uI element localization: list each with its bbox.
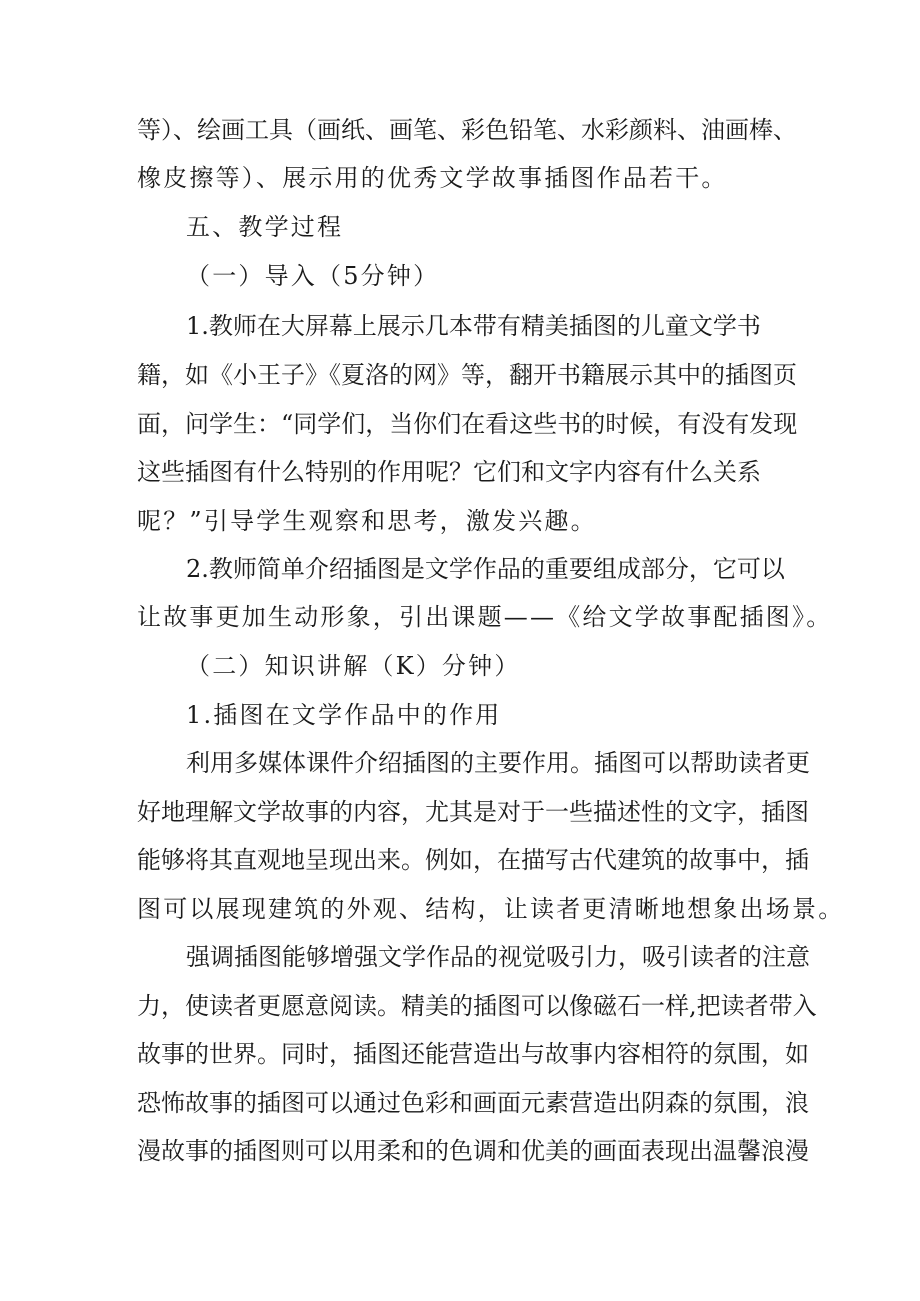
text-line-14: 利用多媒体课件介绍插图的主要作用。插图可以帮助读者更 xyxy=(186,749,810,777)
text-line-9: 呢？”引导学生观察和思考，激发兴趣。 xyxy=(137,507,597,535)
text-line-7: 面，问学生：“同学们，当你们在看这些书的时候，有没有发现 xyxy=(137,410,798,438)
topic-heading: 1.插图在文学作品中的作用 xyxy=(186,701,502,729)
text-line-16: 能够将其直观地呈现出来。例如，在描写古代建筑的故事中，插 xyxy=(137,846,809,874)
text-line-17: 图可以展现建筑的外观、结构，让读者更清晰地想象出场景。 xyxy=(137,895,845,923)
text-line-10: 2.教师简单介绍插图是文学作品的重要组成部分，它可以 xyxy=(186,555,785,583)
text-line-18: 强调插图能够增强文学作品的视觉吸引力，吸引读者的注意 xyxy=(186,943,810,971)
subsection-heading-knowledge: （二）知识讲解（K）分钟） xyxy=(186,652,521,680)
text-line-19: 力，使读者更愿意阅读。精美的插图可以像磁石一样,把读者带入 xyxy=(137,992,817,1020)
text-line-15: 好地理解文学故事的内容，尤其是对于一些描述性的文字，插图 xyxy=(137,798,809,826)
section-heading: 五、教学过程 xyxy=(186,213,344,241)
text-line-20: 故事的世界。同时，插图还能营造出与故事内容相符的氛围，如 xyxy=(137,1040,809,1068)
subsection-heading-intro: （一）导入（5分钟） xyxy=(186,262,440,290)
text-line-8: 这些插图有什么特别的作用呢？它们和文字内容有什么关系 xyxy=(137,458,761,486)
text-line-2: 橡皮擦等）、展示用的优秀文学故事插图作品若干。 xyxy=(137,164,728,192)
text-line-22: 漫故事的插图则可以用柔和的色调和优美的画面表现出温馨浪漫 xyxy=(137,1137,809,1165)
text-line-5: 1.教师在大屏幕上展示几本带有精美插图的儿童文学书 xyxy=(186,312,761,340)
text-line-21: 恐怖故事的插图可以通过色彩和画面元素营造出阴森的氛围，浪 xyxy=(137,1089,809,1117)
text-line-1: 等）、绘画工具（画纸、画笔、彩色铅笔、水彩颜料、油画棒、 xyxy=(137,116,797,144)
text-line-6: 籍，如《小王子》《夏洛的网》等，翻开书籍展示其中的插图页 xyxy=(137,361,797,389)
text-line-11: 让故事更加生动形象，引出课题——《给文学故事配插图》。 xyxy=(137,603,833,631)
